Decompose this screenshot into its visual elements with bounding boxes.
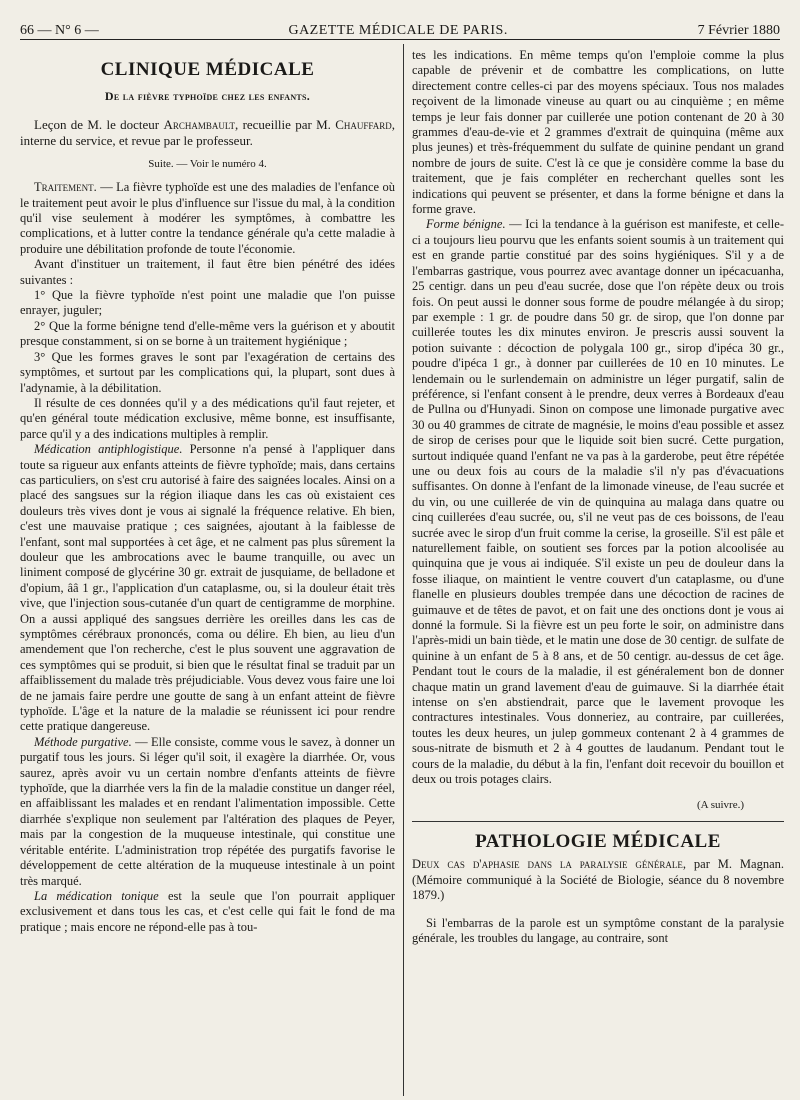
run-in-heading: Méthode purgative. (34, 734, 132, 749)
to-be-continued: (A suivre.) (696, 798, 744, 811)
page-number: 66 — N° 6 — (20, 22, 99, 38)
run-in-heading: Traitement. (34, 180, 97, 195)
paragraph-antiphlogistique: Médication antiphlogistique. Personne n'a pensé à l'appliquer dans toute sa rigueur aux enfants atteints de fièvre typhoïde; mais, dans certains cas particuliers, on s'est cru autorisé à faire des saignées locales. Ainsi on a placé des sangsues sur la région iliaque dans les cas où existaient ces douleurs très vives dont je vous ai signalé la fréquence relative. Eh bien, c'est une mauvaise pratique ; ces saignées, ajoutant à la faiblesse de l'enfant, sont mal supportées à cet âge, et ne calment pas plus sûrement la douleur que les ambrocations avec le baume tranquille, ou avec un liniment composé de glycérine 30 gr. extrait de jusquiame, de belladone et d'opium, ââ 1 gr., l'application d'un cataplasme, ou, si la douleur était très vive, que l'injection sous-cutanée d'un quart de centigramme de morphine. On a aussi appliqué des sangsues derrière les oreilles dans les cas de symptômes cérébraux prononcés, coma ou délire. Eh bien, au lieu d'un amendement que l'on recherche, c'est le plus souvent une aggravation de ces symptômes qui se produit, si bien que le résultat final se traduit par un affaiblissement du malade très préjudiciable. Vous devez vous faire une loi de ne jamais faire perdre une goutte de sang à un enfant atteint de fièvre typhoïde. L'âge et la nature de la maladie se réunissent ici pour rendre cette pratique dangereuse. (20, 442, 395, 734)
list-item-2: 2° Que la forme bénigne tend d'elle-même vers la guérison et y aboutit presque constamment, si on se borne à un traitement hygiénique ; (20, 318, 395, 349)
article-heading (412, 857, 784, 903)
list-item-1: 1° Que la fièvre typhoïde n'est point une maladie que l'on puisse enrayer, juguler; (20, 288, 395, 318)
section-title: CLINIQUE MÉDICALE (100, 59, 315, 80)
section-title-2: PATHOLOGIE MÉDICALE (475, 830, 721, 852)
list-item-3: 3° Que les formes graves le sont par l'exagération de certains des symptômes, et surtout par les complications qui, la plupart, sont dues à l'adynamie, à la débilitation. (20, 349, 395, 395)
run-in-heading: Médication antiphlogistique. (34, 442, 183, 457)
section-separator (412, 821, 784, 822)
article-author: , par M. Magnan. (682, 857, 784, 872)
article-subtitle: De la fièvre typhoïde chez les enfants. (104, 89, 311, 104)
issue-date: 7 Février 1880 (697, 22, 780, 38)
author-name: Archambault (163, 116, 236, 132)
header-rule (20, 39, 780, 40)
column-rule (403, 44, 404, 1096)
paragraph-avant: Avant d'instituer un traitement, il faut être bien pénétré des idées suivantes : (20, 257, 395, 287)
right-column (412, 48, 784, 1098)
run-in-heading: La médication tonique (34, 888, 159, 903)
paragraph-purgative: Méthode purgative. — Elle consiste, comme vous le savez, à donner un purgatif tous les jours. Si léger qu'il soit, il exagère la diarrhée. Or, vous saurez, après avoir vu un certain nombre d'enfants atteints de fièvre typhoïde, que la diarrhée vers la fin de la maladie constitue un danger réel, en affaiblissant les malades et en rendant l'alimentation impossible. Cette diarrhée s'explique non seulement par l'altération des plaques de Peyer, mais par la congestion de la muqueuse intestinale, qui constitue une véritable entérite. L'administration trop répétée des purgatifs favorise le développement de cette altération de la muqueuse intestinale à un point très marqué. (20, 734, 395, 888)
paragraph-aphasie: Si l'embarras de la parole est un symptôme constant de la paralysie générale, les troubles du langage, au contraire, sont (412, 915, 784, 945)
run-in-heading: Forme bénigne. (426, 217, 506, 232)
paragraph-tonique: La médication tonique est la seule que l'on pourrait appliquer exclusivement et dans tous les cas, et c'est celle qui fait le fond de ma pratique ; mais encore ne répond-elle pas à tou- (20, 888, 395, 934)
article-title: Deux cas d'aphasie dans la paralysie générale (412, 857, 683, 872)
left-column (20, 50, 395, 1096)
paragraph-forme-benigne: Forme bénigne. — Ici la tendance à la guérison est manifeste, et celle-ci a toujours lieu pourvu que les enfants soient soumis à un traitement qui est en grande partie constitué par des soins hygiéniques. S'il y a de l'embarras gastrique, vous pourrez avec avantage donner un ipécacuanha, 25 centigr. dans un peu d'eau sucrée, dose que l'on répète deux ou trois fois. On peut aussi le donner sous forme de poudre mélangée à du sirop; par exemple : 1 gr. de poudre dans 50 gr. de sirop, que l'on donne par cuillerée toutes les dix minutes environ. Je prescris aussi souvent la potion suivante : décoction de polygala 100 gr., sirop d'ipéca 30 gr., poudre d'ipéca 1 gr., à donner par cuillerées de 10 en 10 minutes. Le lendemain ou le surlendemain on administre un léger purgatif, salin de préférence, si l'enfant consent à le prendre, deux verres à Bordeaux d'eau de Pullna ou d'Hunyadi. Sinon on compose une limonade purgative avec 30 ou 40 grammes de citrate de magnésie, le moins d'eau possible et assez de sirop de cerises pour que le liquide soit bien sucré. Cette purgation, surtout indiquée quand l'enfant ne va pas à la garderobe, peut être répétée une ou deux fois au cours de la maladie s'il n'y pas d'évacuations suffisantes. On donne à l'enfant de la limonade vineuse, de l'eau sucrée et du vin, ou une cuillerée de vin de quinquina au malaga dans quatre ou cinq cuillerées d'eau sucrée, ou, s'il ne veut pas de ces boissons, de l'eau sucrée avec le sirop d'un fruit comme la cerise, la groseille. S'il est pâle et naturellement faible, on soutient ses forces par la potion alcoolisée au quinquina que je vous ai indiquée. S'il existe un peu de douleur dans la fosse iliaque, on maintient le ventre couvert d'un cataplasme, ou d'une flanelle en plusieurs doubles trempée dans une décoction de racines de guimauve et de têtes de pavot, et on fait une des onctions dont je vous ai donné la formule. Si la fièvre est un peu forte le soir, on administre dans l'après-midi un bain tiède, et le matin une dose de 30 centigr. de sulfate de quinine à un enfant de 5 à 8 ans, et de 50 centigr. au-dessus de cet âge. Pendant tout le cours de la maladie, il est généralement bon de donner chaque matin un grand lavement d'eau de guimauve. Si la diarrhée était intense on s'en abstiendrait, parce que le lavement provoque les contractures intestinales. Vous donneriez, au contraire, par cuillerées, toutes les deux heures, un julep gommeux contenant 2 à 4 grammes de sous-nitrate de bismuth et 2 à 4 gouttes de laudanum. Pendant tout le cours de la maladie, du début à la fin, l'enfant doit recevoir du bouillon et deux ou trois potages clairs. (412, 217, 784, 787)
paragraph-continued: tes les indications. En même temps qu'on l'emploie comme la plus capable de prévenir et de combattre les complications, on lutte directement contre celles-ci par des moyens spéciaux. Tous nos malades reçoivent de la limonade vineuse au quart ou au cinquième ; en même temps je leur fais donner par cuillerée une potion contenant de 20 à 30 grammes d'eau-de-vie et 2 grammes d'extrait de quinquina (même aux plus jeunes) et très-fréquemment du sulfate de quinine pendant un grand nombre de jours de suite. C'est là ce que je considère comme la base du traitement, que je fais compléter en recherchant quelles sont les indications qui peuvent se présenter, et dans la forme bénigne et dans la forme grave. (412, 48, 784, 217)
continuation-note: Suite. — Voir le numéro 4. (148, 157, 267, 170)
lecture-credit: Leçon de M. le docteur Archambault, recueillie par M. Chauffard, interne du service, et revue par le professeur. (20, 116, 395, 148)
paragraph-traitement: Traitement. — La fièvre typhoïde est une des maladies de l'enfance où le traitement peut avoir le plus d'influence sur l'issue du mal, à la condition qu'il vise seulement à modérer les symptômes, à combattre les complications, et à lutter contre la tendance générale qu'a cette maladie à produire une débilitation profonde de toute l'économie. (20, 180, 395, 256)
journal-title: GAZETTE MÉDICALE DE PARIS. (288, 22, 508, 38)
paragraph-resulte: Il résulte de ces données qu'il y a des médications qu'il faut rejeter, et qu'en général toute médication exclusive, même bonne, est insuffisante, parce qu'il y a des indications multiples à remplir. (20, 395, 395, 441)
running-header (20, 16, 780, 38)
recorder-name: Chauffard (335, 116, 392, 132)
article-note: (Mémoire communiqué à la Société de Biologie, séance du 8 novembre 1879.) (412, 872, 784, 903)
